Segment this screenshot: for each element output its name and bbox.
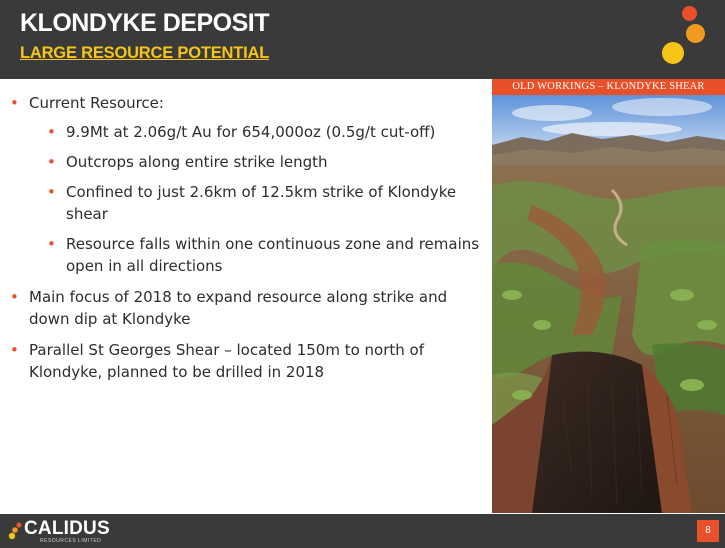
slide-subtitle: LARGE RESOURCE POTENTIAL — [20, 44, 270, 62]
logo-wordmark: CALIDUS — [24, 518, 110, 539]
landscape-photo — [492, 95, 725, 513]
page-number: 8 — [697, 520, 719, 542]
bullet-item: • Parallel St Georges Shear – located 150m to north of — [10, 341, 424, 359]
photo-caption: OLD WORKINGS – KLONDYKE SHEAR — [492, 79, 725, 95]
bullet-continuation: down dip at Klondyke — [29, 310, 191, 328]
sub-bullet-item: • 9.9Mt at 2.06g/t Au for 654,000oz (0.5g/t cut-off) — [47, 123, 436, 141]
bullet-continuation: Klondyke, planned to be drilled in 2018 — [29, 363, 325, 381]
sub-bullet-item: • Outcrops along entire strike length — [47, 153, 328, 171]
bullet-item: • Main focus of 2018 to expand resource along strike and — [10, 288, 448, 306]
logo-subtitle: RESOURCES LIMITED — [40, 538, 102, 544]
sub-bullet-continuation: open in all directions — [66, 257, 223, 275]
sub-bullet-item: • Resource falls within one continuous zone and remains — [47, 235, 480, 253]
bullet-item: • Current Resource: — [10, 94, 164, 112]
title-bar — [0, 0, 725, 79]
footer-bar — [0, 514, 725, 548]
sub-bullet-item: • Confined to just 2.6km of 12.5km strike of Klondyke — [47, 183, 457, 201]
sub-bullet-continuation: shear — [66, 205, 108, 223]
slide-title: KLONDYKE DEPOSIT — [20, 9, 269, 37]
